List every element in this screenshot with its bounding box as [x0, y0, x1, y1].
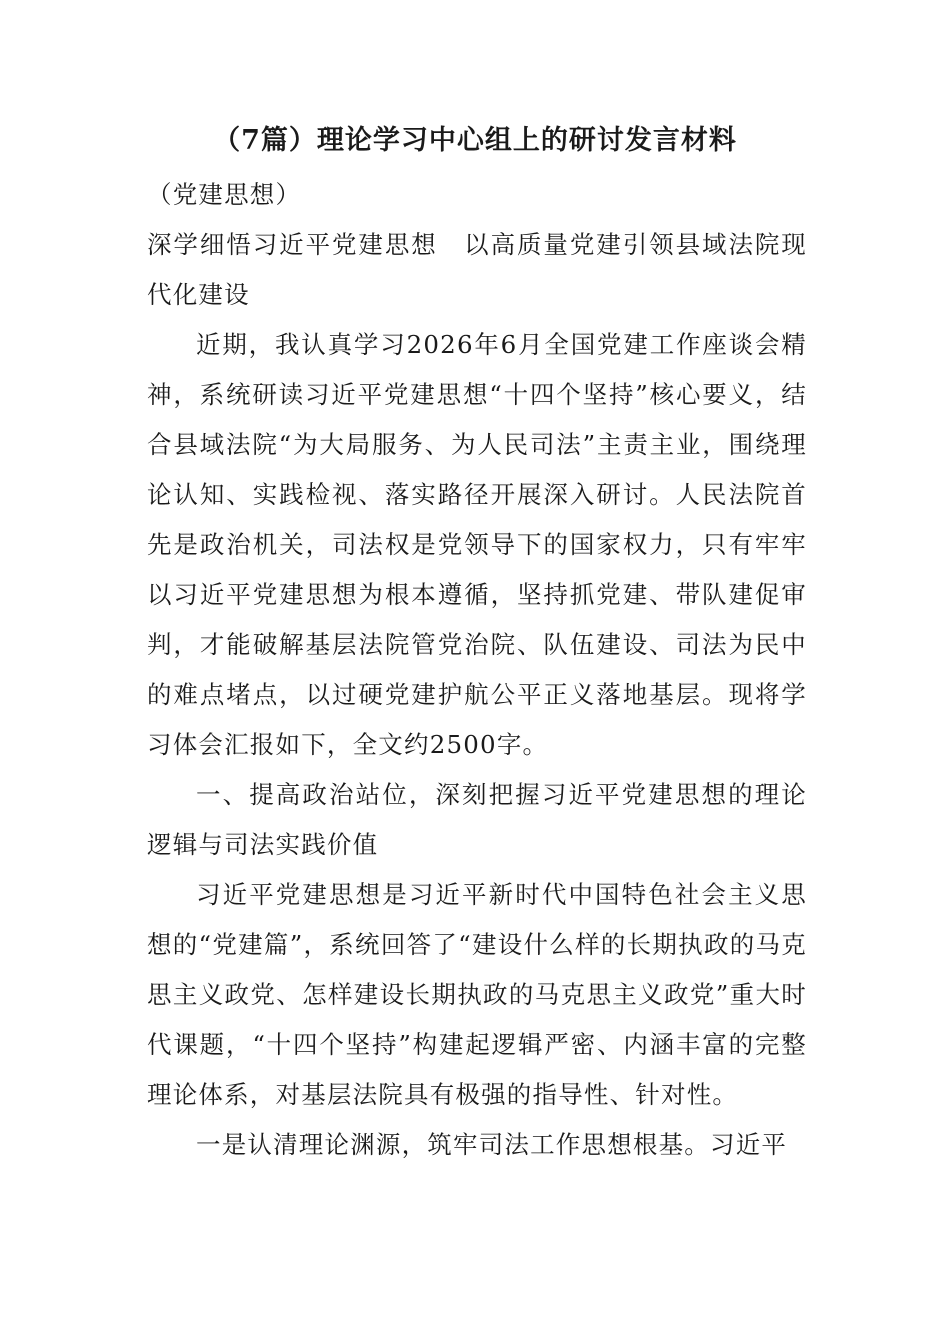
document-subtitle: （党建思想） [147, 180, 302, 209]
document-title: （7篇）理论学习中心组上的研讨发言材料 [213, 125, 737, 156]
article-heading: 深学细悟习近平党建思想 以高质量党建引领县域法院现代化建设 [147, 230, 807, 309]
document-body [147, 170, 807, 1170]
paragraph-point-1: 一是认清理论渊源，筑牢司法工作思想根基。习近平 [196, 1130, 788, 1159]
section-heading-1: 一、提高政治站位，深刻把握习近平党建思想的理论逻辑与司法实践价值 [147, 780, 807, 859]
paragraph-intro: 近期，我认真学习2026年6月全国党建工作座谈会精神，系统研读习近平党建思想“十四个坚持”核心要义，结合县域法院“为大局服务、为人民司法”主责主业，围绕理论认知、实践检视、落实路径开展深入研讨。人民法院首先是政治机关，司法权是党领导下的国家权力，只有牢牢以习近平党建思想为根本遵循，坚持抓党建、带队建促审判，才能破解基层法院管党治院、队伍建设、司法为民中的难点堵点，以过硬党建护航公平正义落地基层。现将学习体会汇报如下，全文约2500字。 [147, 330, 807, 759]
paragraph-section-1: 习近平党建思想是习近平新时代中国特色社会主义思想的“党建篇”，系统回答了“建设什么样的长期执政的马克思主义政党、怎样建设长期执政的马克思主义政党”重大时代课题，“十四个坚持”构建起逻辑严密、内涵丰富的完整理论体系，对基层法院具有极强的指导性、针对性。 [147, 880, 807, 1109]
